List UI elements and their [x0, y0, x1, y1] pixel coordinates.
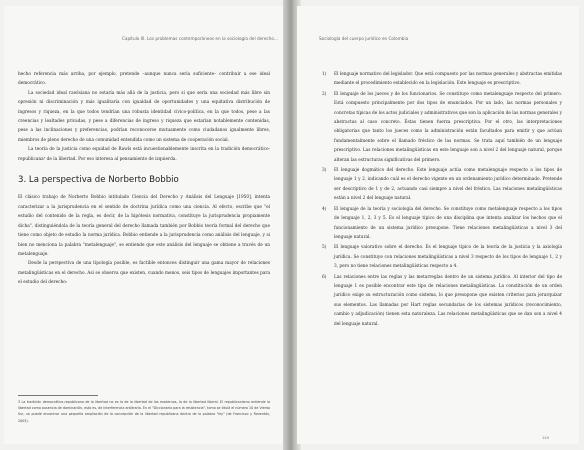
paragraph: Desde la perspectiva de una tipología posible, es factible entonces distinguir una gama mayor de relaciones metalingüísticas en el derecho. Así se observa que existen, cuando menos, seis tipos de lenguajes importantes para el estudio del derecho: [18, 261, 270, 286]
list-item [322, 166, 562, 204]
footnote-rule [18, 395, 98, 396]
list-item-text: Las relaciones entre las reglas y las metarreglas dentro de un sistema jurídico. Al interior del tipo de lenguaje 1 es posible encontrar este tipo de relaciones metalingüísticas. La constitución de un orden jurídico exige su estructuración como sistema, lo que presupone que existen criterios para jerarquizar sus elementos. Las llamadas por Hart reglas secundarias de los sistemas jurídicos (reconocimiento, cambio y adjudicación) tienen esta naturaleza. Las relaciones metalingüísticas que se dan son a nivel 4 del lenguaje natural. [334, 274, 562, 327]
footnote: 3 La tradición democrático-republicana de la libertad no es la de la libertad de los modernos, la de la libertad liberal. El republicanismo entiende la libertad como ausencia de dominación, esto es, de interferencia arbitraria. En el "Diccionario para la resistencia", tomo se titulá el número 10 de Viento Sur, se puede encontrar una pequeña ampliación de la concepción de la libertad republicana dentro de la palabra "ley" (de Francisco y Raventós, 2003). [18, 400, 270, 423]
list-item-text: El lenguaje valorativo sobre el derecho. Es el lenguaje típico de la teoría de la justicia y la axiología jurídica. Se constituye con relaciones metalingüísticas a nivel 3 respecto de los tipos de lenguaje 1, 2 y 3, pero no tiene relaciones metalingüísticas respecto a 4. [334, 245, 562, 270]
running-head-left: Capítulo III. Los problemas contemporáneos en la sociología del derecho… [122, 36, 279, 41]
list-item [322, 90, 562, 165]
list-item-text: El lenguaje de la teoría y sociología del derecho. Se constituye como metalenguaje respecto a los tipos de lenguaje 1, 2, 3 y 5. Es el lenguaje típico de una disciplina que intenta analizar los hechos que el funcionamiento de un sistema jurídico presupone. Tiene relaciones metalingüísticas a nivel 3 del lenguaje natural. [334, 206, 562, 240]
list-item [322, 70, 562, 89]
page-number: 149 [542, 436, 549, 440]
language-types-list [322, 70, 562, 329]
section-heading: 3. La perspectiva de Norberto Bobbio [18, 175, 179, 186]
right-body [322, 70, 562, 330]
list-number: 3) [322, 168, 327, 174]
paragraph: hecho referencia más arriba, por ejemplo, pretende –aunque nunca sería suficiente– contribuir a ese ideal democrático. [18, 72, 270, 87]
left-page [4, 6, 287, 444]
right-page [297, 6, 579, 444]
list-item-text: El lenguaje normativo del legislador. Que está compuesto por las normas generales y abstractas emitidas mediante el procedimiento establecido en la legislación. Este lenguaje es prescriptivo. [334, 72, 562, 87]
paragraph: La teoría de la justicia como equidad de Rawls está incuestionablemente inscrita en la tradición democrático-republicana³ de la libertad. Por eso interesa al pensamiento de izquierda. [18, 147, 270, 162]
list-item-text: El lenguaje dogmático del derecho. Este lenguaje actúa como metalenguaje respecto a los tipos de lenguaje 1 y 2, indicando cuál es el derecho vigente en un ordenamiento jurídico determinado. Pretende ser descriptivo de 1 y de 2, actuando casi siempre a nivel del fréstico. Las relaciones metalingüísticas están a nivel 2 del lenguaje natural. [334, 168, 562, 202]
list-item [322, 243, 562, 271]
list-number: 1) [322, 72, 327, 77]
list-number: 5) [322, 245, 327, 251]
running-head-right: Sociología del cuerpo jurídico en Colombia [319, 36, 409, 41]
list-number: 2) [322, 91, 327, 97]
list-item [322, 205, 562, 243]
list-number: 6) [322, 274, 327, 280]
list-item-text: El lenguaje de los jueces y de los funcionarios. Se constituye como metalenguaje respecto del primero. Está compuesto principalmente por dos tipos de enunciados. Por un lado, las normas personales y concretas típicas de los actos judiciales y administrativos que son la aplicación de las normas generales y abstractas al caso concreto. Éstas tienen fuerza prescriptiva. Por el otro, las interpretaciones obligatorias que tanto los jueces como la administración están facultados para emitir y que actúan fundamentalmente sobre el llamado fréstico de las normas. Se trata aquí también de un lenguaje prescriptivo. Las relaciones metalingüísticas en este lenguaje son a nivel 2 del lenguaje natural, porque alteran las estructuras significativas del primero. [334, 91, 563, 163]
paragraph: La sociedad ideal rawlsiana no estaría más allá de la justicia, pero sí que sería una sociedad más libre sin opresión ni discriminación y más igualitaria con igualdad de oportunidades y una equitativa distribución de ingresos y riqueza, en la que todos tendrían una robusta identidad cívico-política, en la que todos, pese a las creencias y lealtades privadas, y pese a diferencias de ingreso y riqueza que estarían notablemente contenidas, pese a las inclinaciones y preferencias, podrían reconocerse mutuamente como ciudadanos igualmente libres, miembros de pleno derecho de una comunidad entendida como un sistema de cooperación social. [18, 90, 270, 143]
paragraph: El clásico trabajo de Norberto Bobbio intitulado Ciencia del Derecho y Análisis del Lenguaje [1950], intenta caracterizar a la jurisprudencia en el sentido de doctrina jurídica como una ciencia. Al efecto, escribe que "el estudio del contenido de la regla, es decir, de la hipótesis normativa, constituye la jurisprudencia propiamente dicha", distinguiéndola de la teoría general del derecho llamada también por Bobbio teoría formal del derecho que tiene como objeto de estudio la norma jurídica. Bobbio entiende a la jurisprudencia como análisis del lenguaje, y si bien no menciona la palabra "metalenguaje", se entiende que este análisis del lenguaje se obtiene a través de un metalenguaje. [18, 195, 270, 257]
left-body [18, 70, 270, 288]
list-item [322, 273, 562, 329]
list-number: 4) [322, 206, 327, 212]
